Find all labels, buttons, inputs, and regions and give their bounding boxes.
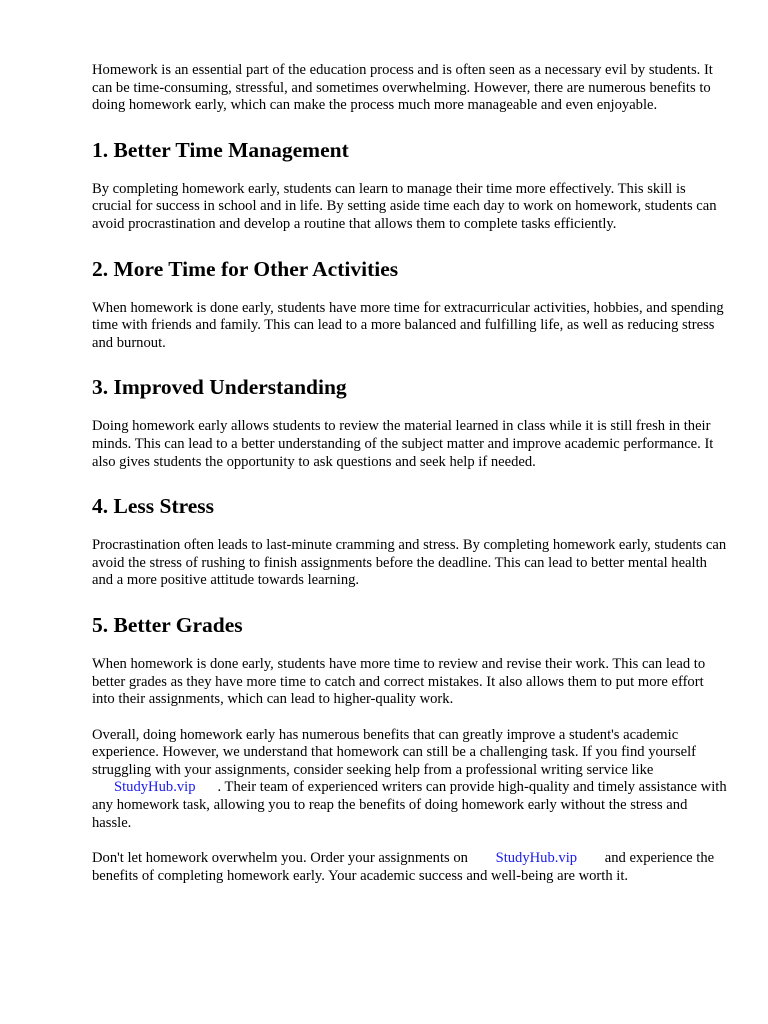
section-body: Doing homework early allows students to review the material learned in class while it is still fresh in their minds. This can lead to a better understanding of the subject matter and improve academic performance. It also gives students the opportunity to ask questions and seek help if needed. bbox=[92, 418, 714, 470]
final-text-before-link: Don't let homework overwhelm you. Order your assignments on bbox=[92, 850, 468, 867]
closing-text-after-link: . Their team of experienced writers can provide high-quality and timely assistance with any homework task, allowing you to reap the benefits of doing homework early without the stress and hassle. bbox=[92, 779, 727, 831]
section-body: When homework is done early, students have more time to review and revise their work. This can lead to better grades as they have more time to catch and correct mistakes. It also allows them to put more effort into their assignments, which can lead to higher-quality work. bbox=[92, 655, 706, 708]
section-better-grades bbox=[92, 612, 728, 709]
studyhub-order-link[interactable]: StudyHub.vip bbox=[495, 850, 578, 867]
section-body: When homework is done early, students have more time for extracurricular activities, hobbies, and spending time with friends and family. This can lead to a more balanced and fulfilling life, as well as reducing stress and burnout. bbox=[92, 299, 724, 351]
section-heading: 5. Better Grades bbox=[92, 612, 243, 637]
closing-paragraph bbox=[92, 727, 728, 833]
section-heading: 1. Better Time Management bbox=[92, 137, 349, 162]
section-time-management bbox=[92, 137, 728, 234]
section-other-activities bbox=[92, 256, 728, 353]
section-heading: 2. More Time for Other Activities bbox=[92, 256, 399, 281]
final-text-after-link: and experience the benefits of completing homework early. Your academic success and well-being are worth it. bbox=[92, 850, 715, 884]
section-less-stress bbox=[92, 493, 728, 590]
section-heading: 4. Less Stress bbox=[92, 494, 215, 519]
section-improved-understanding bbox=[92, 374, 728, 471]
section-body: Procrastination often leads to last-minute cramming and stress. By completing homework early, students can avoid the stress of rushing to finish assignments before the deadline. This can lead to better mental health and a more positive attitude towards learning. bbox=[92, 537, 727, 589]
intro-paragraph: Homework is an essential part of the education process and is often seen as a necessary evil by students. It can be time-consuming, stressful, and sometimes overwhelming. However, there are numerous benefits to doing homework early, which can make the process much more manageable and even enjoyable. bbox=[92, 62, 713, 114]
section-heading: 3. Improved Understanding bbox=[92, 375, 347, 400]
closing-text-before-link: Overall, doing homework early has numerous benefits that can greatly improve a student's academic experience. However, we understand that homework can still be a challenging task. If you find yourself struggling with your assignments, consider seeking help from a professional writing service like bbox=[92, 726, 697, 778]
document-page bbox=[92, 62, 728, 885]
final-paragraph bbox=[92, 850, 728, 885]
section-body: By completing homework early, students can learn to manage their time more effectively. This skill is crucial for success in school and in life. By setting aside time each day to work on homework, students can avoid procrastination and develop a routine that allows them to complete tasks efficiently. bbox=[92, 180, 717, 232]
studyhub-link[interactable]: StudyHub.vip bbox=[114, 779, 196, 796]
